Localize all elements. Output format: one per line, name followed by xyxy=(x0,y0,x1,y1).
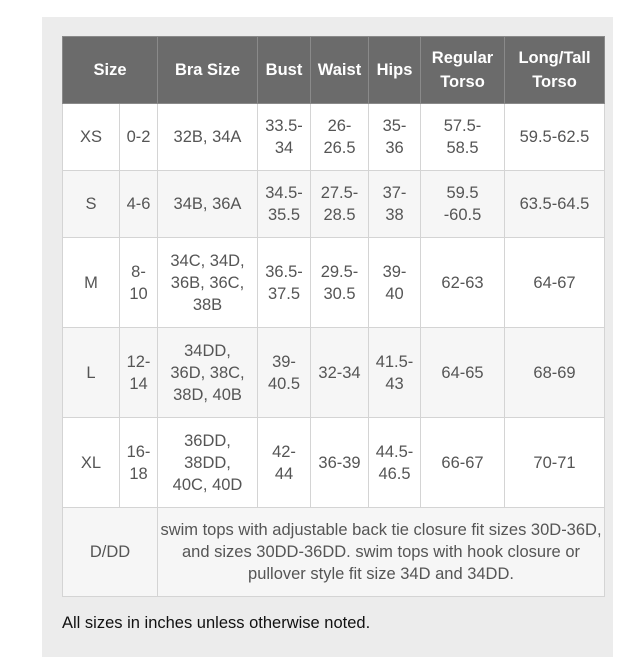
cell-bust: 39- 40.5 xyxy=(258,328,311,418)
cell-d-dd-note: swim tops with adjustable back tie closure fit sizes 30D-36D, and sizes 30DD-36DD. swim tops with hook closure or pullover style fit size 34D and 34DD. xyxy=(158,508,605,597)
cell-long-tall-torso: 64-67 xyxy=(505,238,605,328)
header-bust: Bust xyxy=(258,37,311,104)
cell-size: D/DD xyxy=(63,508,158,597)
cell-regular-torso: 64-65 xyxy=(421,328,505,418)
cell-regular-torso: 66-67 xyxy=(421,418,505,508)
header-hips: Hips xyxy=(369,37,421,104)
table-row-m xyxy=(63,238,605,328)
table-row-xs xyxy=(63,104,605,171)
cell-bust: 42- 44 xyxy=(258,418,311,508)
header-regular-torso: Regular Torso xyxy=(421,37,505,104)
header-row xyxy=(63,37,605,104)
cell-hips: 41.5- 43 xyxy=(369,328,421,418)
cell-numeric-size: 0-2 xyxy=(120,104,158,171)
cell-waist: 29.5- 30.5 xyxy=(311,238,369,328)
cell-size: L xyxy=(63,328,120,418)
footnote: All sizes in inches unless otherwise noted. xyxy=(62,614,371,632)
table-row-d-dd xyxy=(63,508,605,597)
cell-hips: 39- 40 xyxy=(369,238,421,328)
header-size: Size xyxy=(63,37,158,104)
cell-waist: 27.5- 28.5 xyxy=(311,171,369,238)
table-row-l xyxy=(63,328,605,418)
cell-long-tall-torso: 68-69 xyxy=(505,328,605,418)
cell-numeric-size: 12- 14 xyxy=(120,328,158,418)
cell-bust: 34.5- 35.5 xyxy=(258,171,311,238)
cell-size: S xyxy=(63,171,120,238)
cell-numeric-size: 4-6 xyxy=(120,171,158,238)
cell-waist: 26- 26.5 xyxy=(311,104,369,171)
cell-bra-size: 36DD, 38DD, 40C, 40D xyxy=(158,418,258,508)
header-bra-size: Bra Size xyxy=(158,37,258,104)
cell-regular-torso: 62-63 xyxy=(421,238,505,328)
cell-numeric-size: 16- 18 xyxy=(120,418,158,508)
header-long-tall-torso: Long/Tall Torso xyxy=(505,37,605,104)
cell-regular-torso: 57.5- 58.5 xyxy=(421,104,505,171)
cell-bra-size: 34C, 34D, 36B, 36C, 38B xyxy=(158,238,258,328)
cell-numeric-size: 8- 10 xyxy=(120,238,158,328)
cell-hips: 35- 36 xyxy=(369,104,421,171)
cell-bra-size: 34DD, 36D, 38C, 38D, 40B xyxy=(158,328,258,418)
cell-bust: 36.5- 37.5 xyxy=(258,238,311,328)
size-chart-table xyxy=(62,36,605,597)
cell-waist: 32-34 xyxy=(311,328,369,418)
cell-hips: 37- 38 xyxy=(369,171,421,238)
cell-bra-size: 32B, 34A xyxy=(158,104,258,171)
table-row-s xyxy=(63,171,605,238)
cell-regular-torso: 59.5 -60.5 xyxy=(421,171,505,238)
cell-size: XL xyxy=(63,418,120,508)
cell-long-tall-torso: 63.5-64.5 xyxy=(505,171,605,238)
cell-long-tall-torso: 70-71 xyxy=(505,418,605,508)
cell-waist: 36-39 xyxy=(311,418,369,508)
cell-size: XS xyxy=(63,104,120,171)
cell-bust: 33.5- 34 xyxy=(258,104,311,171)
table-row-xl xyxy=(63,418,605,508)
cell-bra-size: 34B, 36A xyxy=(158,171,258,238)
cell-hips: 44.5- 46.5 xyxy=(369,418,421,508)
cell-long-tall-torso: 59.5-62.5 xyxy=(505,104,605,171)
cell-size: M xyxy=(63,238,120,328)
header-waist: Waist xyxy=(311,37,369,104)
